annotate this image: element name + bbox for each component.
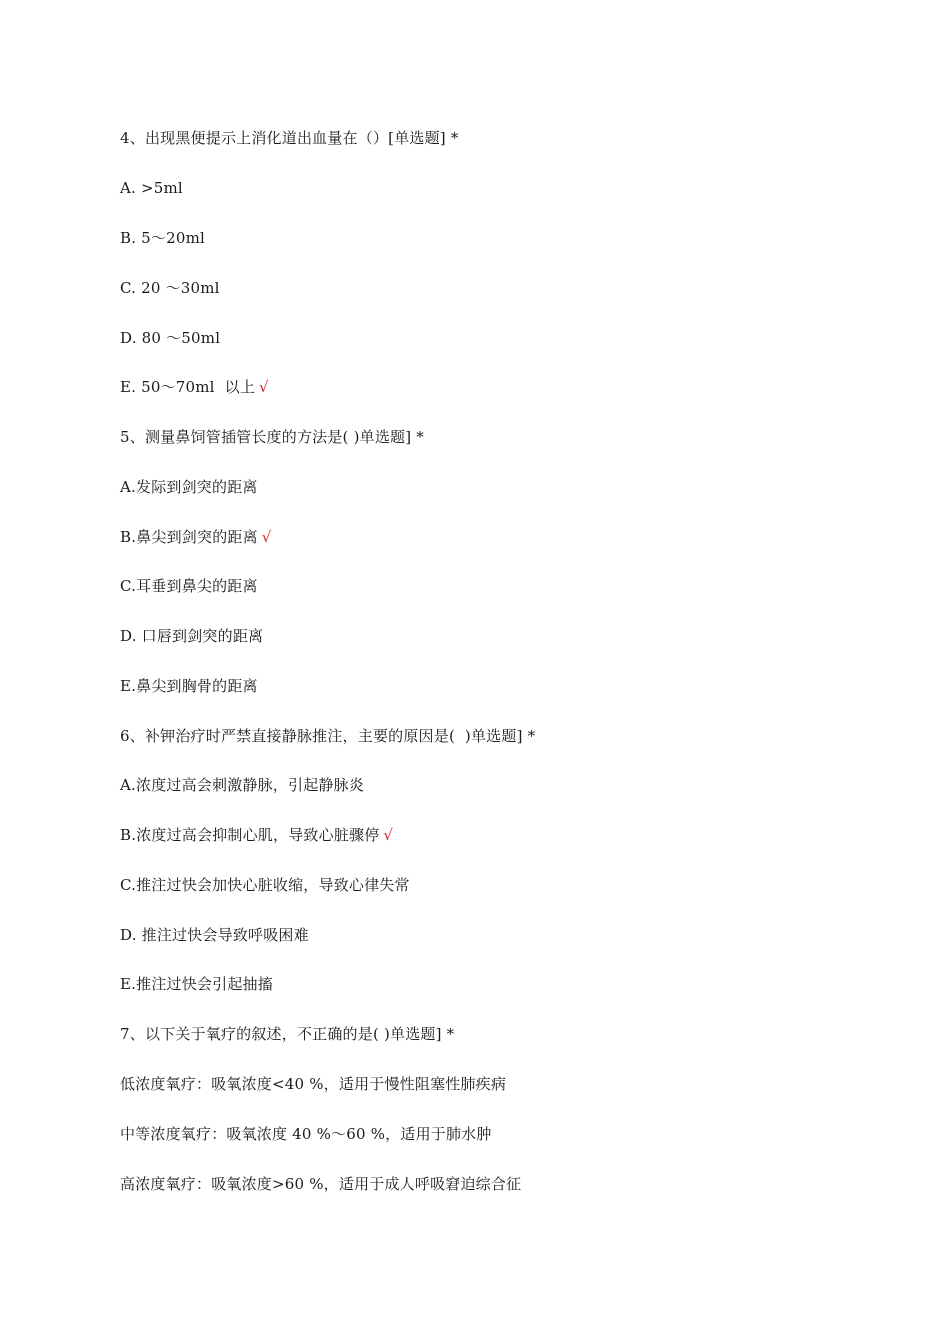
correct-answer-check-icon: √ — [383, 826, 394, 844]
question-4-option-d — [120, 328, 220, 348]
option-text: E. 50～70ml 以上 — [120, 378, 256, 396]
option-text: C.耳垂到鼻尖的距离 — [120, 577, 258, 595]
option-text: A.发际到剑突的距离 — [120, 478, 258, 496]
question-6-option-e — [120, 974, 273, 994]
question-7-stem: 7、以下关于氧疗的叙述，不正确的是( )单选题] * — [120, 1025, 455, 1043]
option-text: 低浓度氧疗：吸氧浓度<40 %，适用于慢性阻塞性肺疾病 — [120, 1075, 507, 1093]
correct-answer-check-icon: √ — [259, 378, 269, 396]
question-7-option-3 — [120, 1174, 521, 1194]
question-4-option-b — [120, 228, 205, 248]
question-7-option-2 — [120, 1124, 492, 1144]
option-text: 高浓度氧疗：吸氧浓度>60 %，适用于成人呼吸窘迫综合征 — [120, 1175, 522, 1193]
option-text: D. 80 ～50ml — [120, 329, 221, 347]
question-4-stem: 4、出现黑便提示上消化道出血量在（）[单选题] * — [120, 129, 459, 147]
option-text: B.鼻尖到剑突的距离 — [120, 528, 258, 546]
question-5-option-e — [120, 676, 258, 696]
option-text: D. 口唇到剑突的距离 — [120, 627, 264, 645]
option-text: B. 5～20ml — [120, 229, 206, 247]
question-6-option-d — [120, 925, 309, 945]
question-6-option-c — [120, 875, 410, 895]
question-5-option-a — [120, 477, 258, 497]
option-text: C.推注过快会加快心脏收缩，导致心律失常 — [120, 876, 410, 894]
question-5-option-c — [120, 576, 258, 596]
question-4-option-e — [120, 377, 269, 397]
question-6-option-b — [120, 825, 393, 845]
option-text: E.鼻尖到胸骨的距离 — [120, 677, 258, 695]
option-text: B.浓度过高会抑制心肌，导致心脏骤停 — [120, 826, 380, 844]
question-5-option-b — [120, 527, 272, 547]
question-5-stem: 5、测量鼻饲管插管长度的方法是( )单选题] * — [120, 428, 424, 446]
question-7-option-1 — [120, 1074, 506, 1094]
question-4-option-c — [120, 278, 220, 298]
option-text: C. 20 ～30ml — [120, 279, 220, 297]
option-text: A.浓度过高会刺激静脉，引起静脉炎 — [120, 776, 365, 794]
question-6-stem: 6、补钾治疗时严禁直接静脉推注，主要的原因是( )单选题] * — [120, 727, 536, 745]
option-text: A. >5ml — [120, 179, 183, 197]
question-4-option-a — [120, 178, 183, 198]
option-text: E.推注过快会引起抽搐 — [120, 975, 273, 993]
question-5-option-d — [120, 626, 263, 646]
correct-answer-check-icon: √ — [261, 528, 272, 546]
option-text: 中等浓度氧疗：吸氧浓度 40 %～60 %，适用于肺水肿 — [120, 1125, 492, 1143]
option-text: D. 推注过快会导致呼吸困难 — [120, 926, 309, 944]
question-6-option-a — [120, 775, 364, 795]
